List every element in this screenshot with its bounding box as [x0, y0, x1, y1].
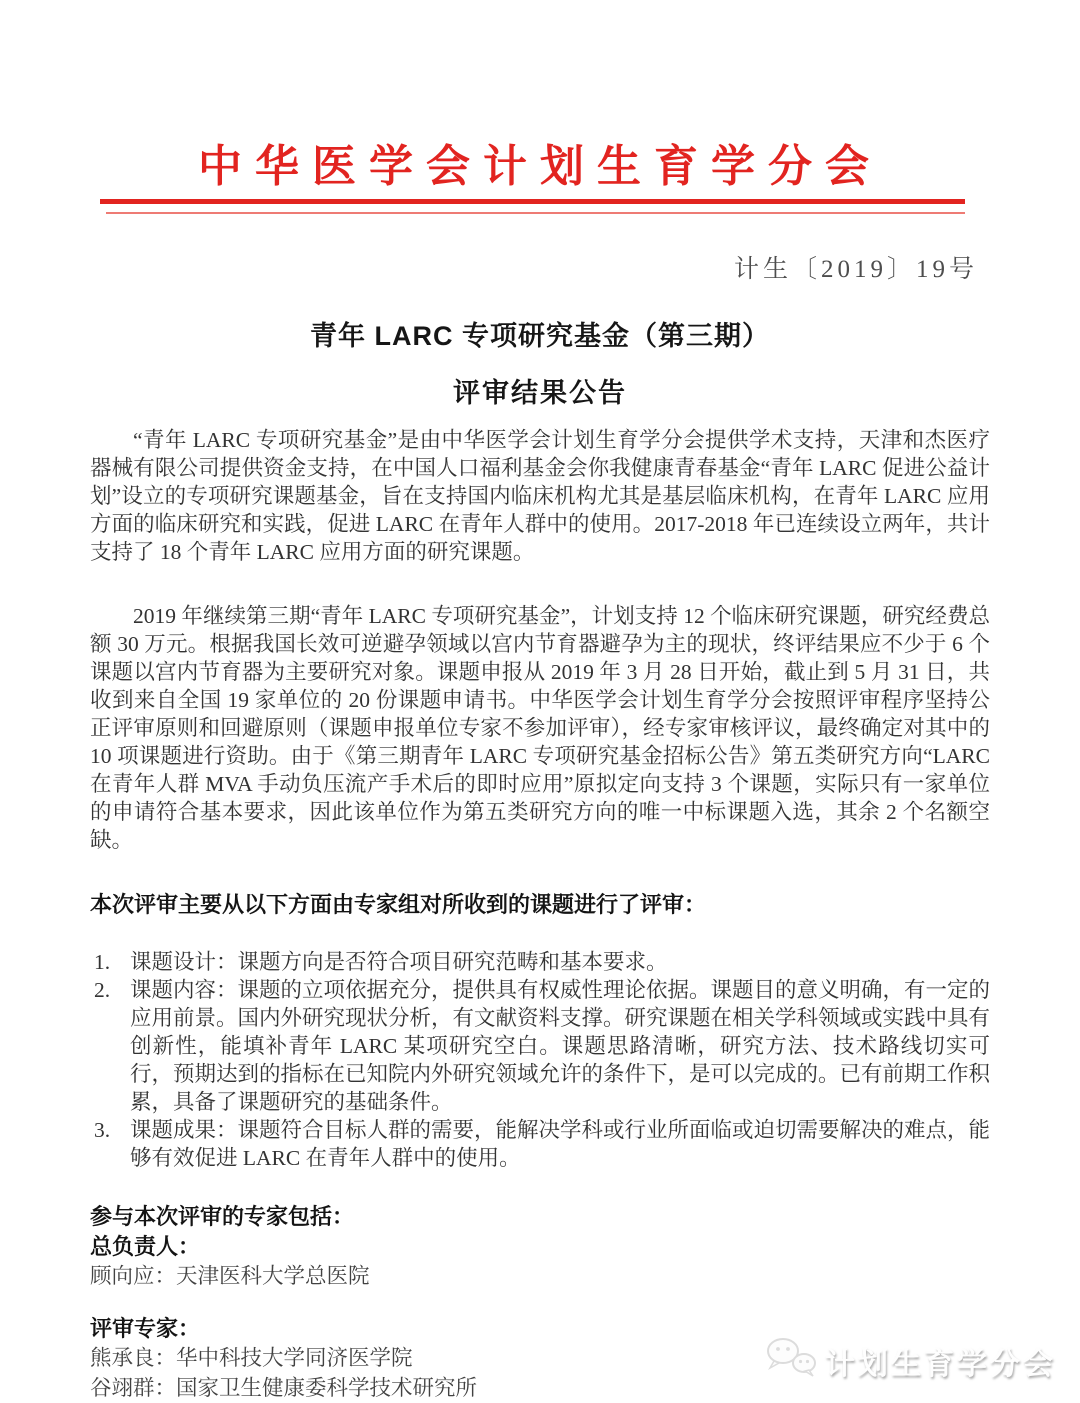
doc-number: 计生〔2019〕19号 [733, 256, 978, 283]
list-item-number: 3. [94, 1118, 111, 1142]
org-title: 中华医学会计划生育学分会 [198, 142, 882, 191]
list-item [90, 1116, 990, 1172]
page-subtitle: 评审结果公告 [453, 378, 627, 408]
wechat-icon [763, 1336, 819, 1385]
header-rule-thin [106, 212, 965, 214]
reviewers-heading: 评审专家： [90, 1316, 201, 1341]
list-item-text: 课题成果：课题符合目标人群的需要，能解决学科或行业所面临或迫切需要解决的难点，能够有效促进 LARC 在青年人群中的使用。 [130, 1118, 991, 1170]
page-title: 青年 LARC 专项研究基金（第三期） [310, 321, 770, 351]
body-paragraph: “青年 LARC 专项研究基金”是由中华医学会计划生育学分会提供学术支持，天津和杰医疗器械有限公司提供资金支持，在中国人口福利基金会你我健康青春基金“青年 LARC 促进公益计划”设立的专项研究课题基金，旨在支持国内临床机构尤其是基层临床机构，在青年 LARC 应用方面的临床研究和实践，促进 LARC 在青年人群中的使用。2017-2018 年已连续设立两年，共计支持了 18 个青年 LARC 应用方面的研究课题。 [90, 428, 990, 564]
list-item-number: 1. [94, 950, 111, 974]
experts-heading: 参与本次评审的专家包括： [90, 1204, 355, 1229]
list-item-text: 课题设计：课题方向是否符合项目研究范畴和基本要求。 [130, 950, 668, 974]
watermark-label: 计划生育学分会 [825, 1347, 1056, 1381]
list-item-number: 2. [94, 978, 111, 1002]
reviewer-name: 谷翊群：国家卫生健康委科学技术研究所 [90, 1376, 478, 1400]
account-watermark [763, 1336, 1056, 1385]
body-paragraph: 2019 年继续第三期“青年 LARC 专项研究基金”，计划支持 12 个临床研究课题，研究经费总额 30 万元。根据我国长效可逆避孕领域以宫内节育器避孕为主的现状，终评结果应不少于 6 个课题以宫内节育器为主要研究对象。课题申报从 2019 年 3 月 28 日开始，截止到 5 月 31 日，共收到来自全国 19 家单位的 20 份课题申请书。中华医学会计划生育学分会按照评审程序坚持公正评审原则和回避原则（课题申报单位专家不参加评审），经专家审核评议，最终确定对其中的 10 项课题进行资助。由于《第三期青年 LARC 专项研究基金招标公告》第五类研究方向“LARC 在青年人群 MVA 手动负压流产手术后的即时应用”原拟定向支持 3 个课题，实际只有一家单位的申请符合基本要求，因此该单位作为第五类研究方向的唯一中标课题入选，其余 2 个名额空缺。 [90, 604, 990, 852]
list-item [90, 976, 990, 1116]
list-item-text: 课题内容：课题的立项依据充分，提供具有权威性理论依据。课题目的意义明确，有一定的应用前景。国内外研究现状分析，有文献资料支撑。研究课题在相关学科领域或实践中具有创新性，能填补青年 LARC 某项研究空白。课题思路清晰，研究方法、技术路线切实可行，预期达到的指标在已知院内外研究领域允许的条件下，是可以完成的。已有前期工作积累，具备了课题研究的基础条件。 [130, 978, 991, 1114]
criteria-list [90, 948, 990, 1172]
list-item [90, 948, 990, 976]
header-rule-thick [100, 199, 965, 204]
reviewer-name: 熊承良：华中科技大学同济医学院 [90, 1346, 413, 1370]
lead-expert-name: 顾向应：天津医科大学总医院 [90, 1264, 370, 1288]
lead-expert-heading: 总负责人： [90, 1234, 201, 1259]
review-criteria-heading: 本次评审主要从以下方面由专家组对所收到的课题进行了评审： [90, 892, 707, 917]
